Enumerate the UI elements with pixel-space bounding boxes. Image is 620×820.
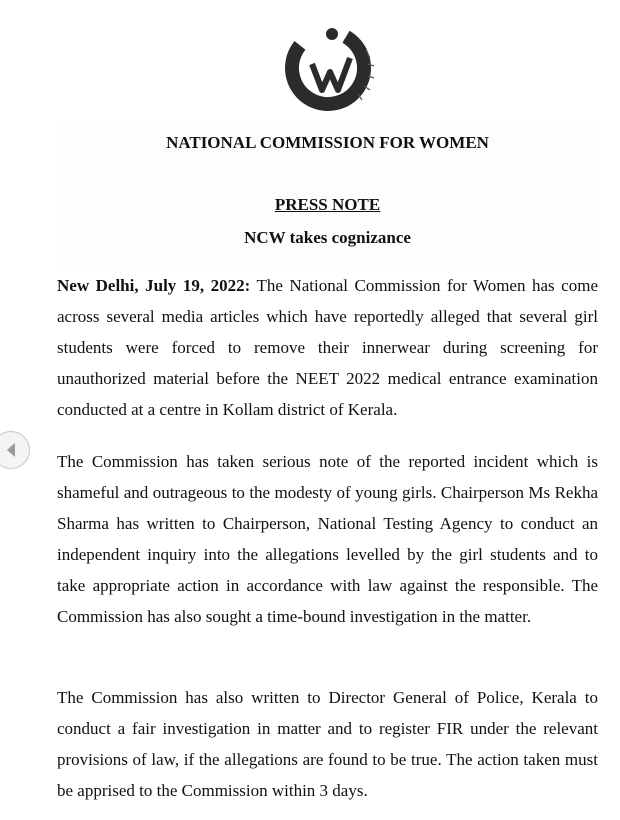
press-note-subtitle: NCW takes cognizance [244, 228, 411, 247]
paragraph-3: The Commission has also written to Director General of Police, Kerala to conduct a fair investigation in matter and to register FIR under the relevant provisions of law, if the allegations are found to be true. The action taken must be apprised to the Commission within 3 days. [57, 688, 598, 800]
ncw-logo-icon [282, 20, 378, 112]
paragraph-2: The Commission has taken serious note of the reported incident which is shameful and outrageous to the modesty of young girls. Chairperson Ms Rekha Sharma has written to Chairperson, National Testing Agency to conduct an independent inquiry into the allegations levelled by the girl students and to take appropriate action in accordance with law against the responsible. The Commission has also sought a time-bound investigation in the matter. [57, 452, 598, 626]
paragraph-1-text: The National Commission for Women has come across several media articles which have reportedly alleged that several girl students were forced to remove their innerwear during screening for unauthorized material before the NEET 2022 medical entrance examination conducted at a centre in Kollam district of Kerala. [57, 276, 598, 419]
paragraph-1 [57, 270, 598, 425]
previous-page-button[interactable] [0, 431, 30, 469]
press-note-heading: PRESS NOTE [274, 195, 381, 214]
organization-title: NATIONAL COMMISSION FOR WOMEN [166, 133, 489, 152]
chevron-left-icon [5, 441, 17, 459]
dateline: New Delhi, July 19, 2022: [57, 276, 251, 295]
